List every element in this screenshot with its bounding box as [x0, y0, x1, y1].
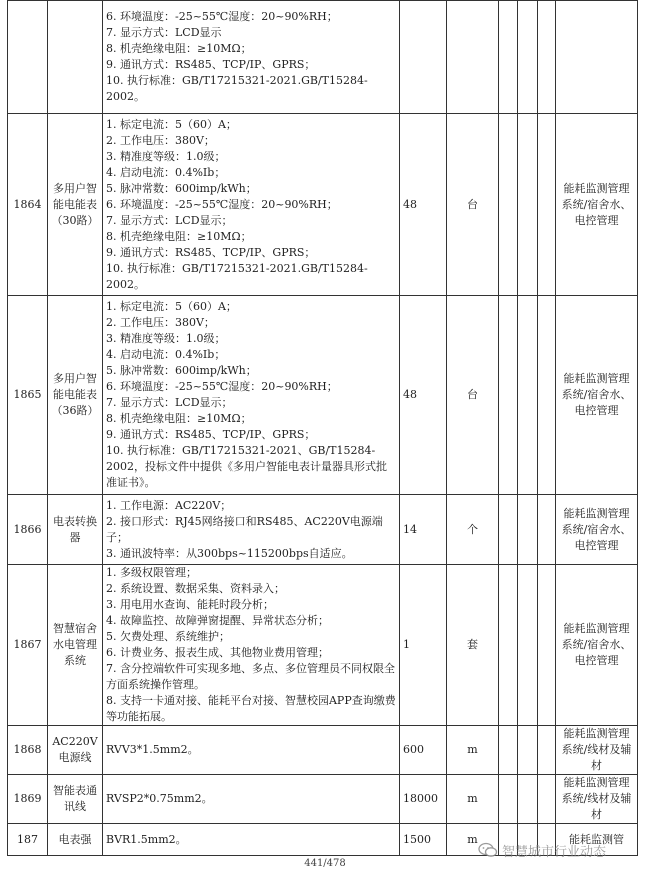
- empty-cell: [499, 726, 518, 775]
- param-line: 10. 执行标准：GB/T17215321-2021.GB/T15284-2002。: [106, 74, 368, 103]
- param-line: 6. 计费业务、报表生成、其他物业费用管理；: [106, 646, 329, 659]
- watermark-text: 智慧城市行业动态: [502, 844, 607, 860]
- item-system: 能耗监测管理系统/线材及辅材: [556, 726, 638, 775]
- item-quantity: [400, 1, 447, 114]
- table-row: [8, 726, 638, 775]
- item-quantity: 48: [400, 296, 447, 495]
- param-line: 3. 精准度等级：1.0级；: [106, 332, 226, 345]
- empty-cell: [518, 296, 538, 495]
- param-line: 6. 环境温度：-25~55℃湿度：20~90%RH；: [106, 10, 338, 23]
- param-line: 5. 欠费处理、系统维护；: [106, 630, 230, 643]
- item-unit: 套: [447, 565, 499, 726]
- item-unit: 台: [447, 114, 499, 296]
- param-line: 8. 机壳绝缘电阻：≥10MΩ；: [106, 412, 252, 425]
- empty-cell: [518, 565, 538, 726]
- param-line: 10. 执行标准：GB/T17215321-2021、GB/T15284-2002，投标文件中提供《多用户智能电表计量器具形式批准证书》。: [106, 444, 387, 489]
- param-line: 3. 用电用水查询、能耗时段分析；: [106, 598, 274, 611]
- param-line: 9. 通讯方式：RS485、TCP/IP、GPRS；: [106, 428, 316, 441]
- item-unit: [447, 1, 499, 114]
- item-params: [103, 565, 400, 726]
- item-name: [48, 1, 103, 114]
- item-params: [103, 824, 400, 856]
- param-line: 7. 显示方式：LCD显示；: [106, 213, 233, 227]
- item-quantity: 14: [400, 495, 447, 565]
- param-line: 8. 机壳绝缘电阻：≥10MΩ；: [106, 229, 252, 243]
- item-name: 智能表通讯线: [48, 775, 103, 824]
- item-quantity: 1: [400, 565, 447, 726]
- item-number: 1867: [8, 565, 48, 726]
- param-line: 9. 通讯方式：RS485、TCP/IP、GPRS；: [106, 245, 316, 259]
- item-number: [8, 1, 48, 114]
- item-unit: m: [447, 824, 499, 856]
- empty-cell: [538, 495, 556, 565]
- param-line: 4. 启动电流：0.4%Ib；: [106, 348, 226, 361]
- param-line: 4. 故障监控、故障弹窗提醒、异常状态分析；: [106, 614, 329, 627]
- param-line: 5. 脉冲常数：600imp/kWh；: [106, 364, 257, 377]
- empty-cell: [538, 565, 556, 726]
- item-params: [103, 726, 400, 775]
- param-line: 2. 工作电压：380V；: [106, 316, 215, 329]
- empty-cell: [518, 495, 538, 565]
- item-params: [103, 495, 400, 565]
- item-system: 能耗监测管理系统/宿舍水、电控管理: [556, 114, 638, 296]
- param-line: 3. 通讯波特率：从300bps~115200bps自适应。: [106, 546, 353, 560]
- item-number: 187: [8, 824, 48, 856]
- table-row: [8, 775, 638, 824]
- item-unit: 台: [447, 296, 499, 495]
- param-line: 1. 标定电流：5（60）A；: [106, 117, 237, 131]
- param-line: 1. 工作电源：AC220V；: [106, 498, 232, 512]
- empty-cell: [518, 114, 538, 296]
- item-name: 电表转换器: [48, 495, 103, 565]
- empty-cell: [538, 775, 556, 824]
- page-number: 441/478: [304, 858, 346, 869]
- item-params: [103, 775, 400, 824]
- param-line: 7. 含分控端软件可实现多地、多点、多位管理员不同权限全方面系统操作管理。: [106, 662, 395, 691]
- item-system: 能耗监测管理系统/宿舍水、电控管理: [556, 495, 638, 565]
- param-line: 6. 环境温度：-25~55℃湿度：20~90%RH；: [106, 197, 338, 211]
- table-row: [8, 1, 638, 114]
- item-quantity: 48: [400, 114, 447, 296]
- param-line: 3. 精准度等级：1.0级；: [106, 149, 226, 163]
- item-system: 能耗监测管: [556, 824, 638, 856]
- param-line: 2. 工作电压：380V；: [106, 133, 215, 147]
- item-params: [103, 296, 400, 495]
- empty-cell: [538, 1, 556, 114]
- empty-cell: [499, 565, 518, 726]
- empty-cell: [499, 296, 518, 495]
- param-line: 9. 通讯方式：RS485、TCP/IP、GPRS；: [106, 58, 316, 71]
- item-params: [103, 1, 400, 114]
- item-name: 智慧宿舍水电管理系统: [48, 565, 103, 726]
- param-line: 10. 执行标准：GB/T17215321-2021.GB/T15284-2002。: [106, 261, 368, 291]
- item-number: 1866: [8, 495, 48, 565]
- item-unit: m: [447, 726, 499, 775]
- item-system: 能耗监测管理系统/宿舍水、电控管理: [556, 565, 638, 726]
- param-line: RVSP2*0.75mm2。: [106, 792, 213, 805]
- param-line: 7. 显示方式：LCD显示: [106, 26, 222, 39]
- item-system: 能耗监测管理系统/线材及辅材: [556, 775, 638, 824]
- wechat-icon: [478, 842, 498, 858]
- empty-cell: [518, 775, 538, 824]
- spec-table: [7, 0, 638, 856]
- empty-cell: [518, 1, 538, 114]
- item-name: 电表强: [48, 824, 103, 856]
- empty-cell: [518, 726, 538, 775]
- table-row: [8, 565, 638, 726]
- empty-cell: [499, 495, 518, 565]
- param-line: RVV3*1.5mm2。: [106, 743, 199, 756]
- empty-cell: [499, 1, 518, 114]
- item-unit: 个: [447, 495, 499, 565]
- param-line: 2. 接口形式：RJ45网络接口和RS485、AC220V电源端子；: [106, 514, 383, 544]
- item-quantity: 600: [400, 726, 447, 775]
- param-line: 5. 脉冲常数：600imp/kWh；: [106, 181, 257, 195]
- param-line: 2. 系统设置、数据采集、资料录入；: [106, 582, 285, 595]
- empty-cell: [538, 114, 556, 296]
- empty-cell: [499, 114, 518, 296]
- item-params: [103, 114, 400, 296]
- item-number: 1868: [8, 726, 48, 775]
- item-number: 1865: [8, 296, 48, 495]
- table-row: [8, 495, 638, 565]
- item-name: 多用户智能电能表（36路）: [48, 296, 103, 495]
- item-system: [556, 1, 638, 114]
- item-quantity: 1500: [400, 824, 447, 856]
- table-row: [8, 114, 638, 296]
- param-line: 8. 支持一卡通对接、能耗平台对接、智慧校园APP查询缴费等功能拓展。: [106, 694, 396, 723]
- param-line: BVR1.5mm2。: [106, 832, 187, 846]
- item-system: 能耗监测管理系统/宿舍水、电控管理: [556, 296, 638, 495]
- item-number: 1869: [8, 775, 48, 824]
- table-row: [8, 296, 638, 495]
- item-number: 1864: [8, 114, 48, 296]
- empty-cell: [499, 775, 518, 824]
- empty-cell: [538, 296, 556, 495]
- param-line: 8. 机壳绝缘电阻：≥10MΩ；: [106, 42, 252, 55]
- watermark: [478, 838, 648, 862]
- item-quantity: 18000: [400, 775, 447, 824]
- param-line: 7. 显示方式：LCD显示；: [106, 396, 233, 409]
- param-line: 6. 环境温度：-25~55℃湿度：20~90%RH；: [106, 380, 338, 393]
- param-line: 1. 标定电流：5（60）A；: [106, 300, 237, 313]
- item-unit: m: [447, 775, 499, 824]
- empty-cell: [538, 726, 556, 775]
- param-line: 1. 多级权限管理；: [106, 566, 197, 579]
- param-line: 4. 启动电流：0.4%Ib；: [106, 165, 226, 179]
- item-name: AC220V电源线: [48, 726, 103, 775]
- item-name: 多用户智能电能表（30路）: [48, 114, 103, 296]
